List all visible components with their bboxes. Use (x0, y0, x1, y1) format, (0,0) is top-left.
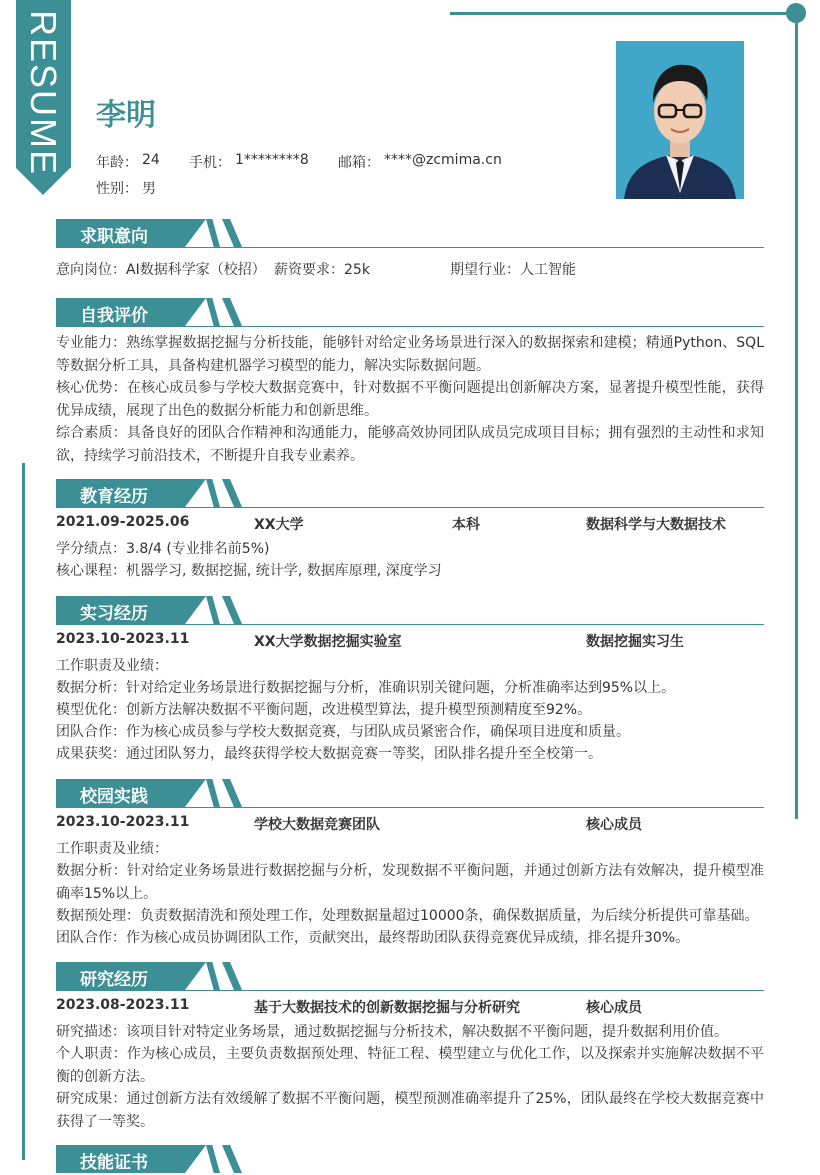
section-title-intent: 求职意向 (80, 227, 148, 247)
section-header-skills (56, 1145, 764, 1175)
campus-date: 2023.10-2023.11 (56, 814, 190, 830)
section-header-campus (56, 779, 764, 809)
campus-line-0: 工作职责及业绩： (56, 841, 168, 857)
education-date: 2021.09-2025.06 (56, 514, 190, 530)
education-row (56, 514, 764, 536)
intent-row (56, 259, 764, 281)
section-header-intern (56, 596, 764, 626)
research-para-2: 研究成果：通过创新方法有效缓解了数据不平衡问题，模型预测准确率提升了25%，团队最终在学校大数据竞赛中获得了一等奖。 (56, 1091, 764, 1130)
profile-photo (616, 41, 744, 199)
campus-line-3: 团队合作：作为核心成员协调团队工作，贡献突出，最终帮助团队获得竞赛优异成绩，排名提升30%。 (56, 930, 690, 946)
education-school: XX大学 (254, 517, 304, 533)
intent-salary: 薪资要求：25k (274, 262, 370, 278)
self-para-2: 核心优势：在核心成员参与学校大数据竞赛中，针对数据不平衡问题提出创新解决方案，显著提升模型性能，获得优异成绩，展现了出色的数据分析能力和创新思维。 (56, 380, 764, 419)
section-title-self: 自我评价 (80, 306, 148, 326)
top-decor-line (450, 12, 796, 15)
section-title-education: 教育经历 (80, 487, 148, 507)
campus-para-1: 数据分析：针对给定业务场景进行数据挖掘与分析，发现数据不平衡问题，并通过创新方法有效解决，提升模型准确率15%以上。 (56, 863, 764, 902)
education-line-1: 学分绩点：3.8/4 (专业排名前5%) (56, 541, 270, 557)
gender-value: 男 (142, 181, 156, 197)
research-date: 2023.08-2023.11 (56, 997, 190, 1013)
intern-org: XX大学数据挖掘实验室 (254, 634, 402, 650)
campus-org: 学校大数据竞赛团队 (254, 817, 380, 833)
research-row (56, 997, 764, 1019)
intern-line-4: 团队合作：作为核心成员参与学校大数据竞赛，与团队成员紧密合作，确保项目进度和质量。 (56, 724, 630, 740)
research-role: 核心成员 (586, 1000, 642, 1016)
section-header-research (56, 962, 764, 992)
left-decor-line (22, 463, 25, 1160)
intern-date: 2023.10-2023.11 (56, 631, 190, 647)
intern-line-3: 模型优化：创新方法解决数据不平衡问题，改进模型算法，提升模型预测精度至92%。 (56, 702, 592, 718)
research-para-1: 个人职责：作为核心成员，主要负责数据预处理、特征工程、模型建立与优化工作，以及探索并实施解决数据不平衡的创新方法。 (56, 1046, 764, 1085)
intent-industry: 期望行业：人工智能 (450, 262, 576, 278)
intern-line-5: 成果获奖：通过团队努力，最终获得学校大数据竞赛一等奖，团队排名提升至全校第一。 (56, 746, 602, 762)
campus-line-2: 数据预处理：负责数据清洗和预处理工作，处理数据量超过10000条，确保数据质量，为后续分析提供可靠基础。 (56, 908, 759, 924)
section-header-intent (56, 219, 764, 249)
education-major: 数据科学与大数据技术 (586, 517, 726, 533)
section-title-research: 研究经历 (80, 970, 148, 990)
portrait-icon (616, 41, 744, 199)
intent-position: 意向岗位：AI数据科学家（校招） (56, 262, 266, 278)
email-value: ****@zcmima.cn (384, 152, 502, 168)
section-title-intern: 实习经历 (80, 604, 148, 624)
self-para-3: 综合素质：具备良好的团队合作精神和沟通能力，能够高效协同团队成员完成项目目标；拥有强烈的主动性和求知欲，持续学习前沿技术，不断提升自我专业素养。 (56, 425, 764, 464)
email-label: 邮箱： (338, 155, 380, 171)
intern-row (56, 631, 764, 653)
intern-line-1: 工作职责及业绩： (56, 658, 168, 674)
age-label: 年龄： (96, 155, 138, 171)
section-title-skills: 技能证书 (80, 1153, 148, 1173)
self-para-1: 专业能力：熟练掌握数据挖掘与分析技能，能够针对给定业务场景进行深入的数据探索和建模；精通Python、SQL等数据分析工具，具备构建机器学习模型的能力，解决实际数据问题。 (56, 335, 764, 374)
phone-label: 手机： (189, 155, 231, 171)
resume-banner (16, 0, 71, 195)
education-line-2: 核心课程：机器学习, 数据挖掘, 统计学, 数据库原理, 深度学习 (56, 563, 442, 579)
research-project: 基于大数据技术的创新数据挖掘与分析研究 (254, 1000, 520, 1016)
education-degree: 本科 (452, 517, 480, 533)
campus-row (56, 814, 764, 836)
candidate-name: 李明 (96, 98, 156, 133)
right-decor-line (795, 13, 798, 819)
section-title-campus: 校园实践 (80, 787, 148, 807)
intern-line-2: 数据分析：针对给定业务场景进行数据挖掘与分析，准确识别关键问题，分析准确率达到95%以上。 (56, 680, 676, 696)
section-header-self (56, 298, 764, 328)
resume-banner-text: RESUME (23, 10, 64, 177)
section-header-education (56, 479, 764, 509)
intern-role: 数据挖掘实习生 (586, 634, 684, 650)
phone-value: 1********8 (235, 152, 309, 168)
age-value: 24 (142, 152, 160, 168)
research-line-0: 研究描述：该项目针对特定业务场景，通过数据挖掘与分析技术，解决数据不平衡问题，提升数据利用价值。 (56, 1024, 728, 1040)
gender-label: 性别： (96, 181, 138, 197)
campus-role: 核心成员 (586, 817, 642, 833)
